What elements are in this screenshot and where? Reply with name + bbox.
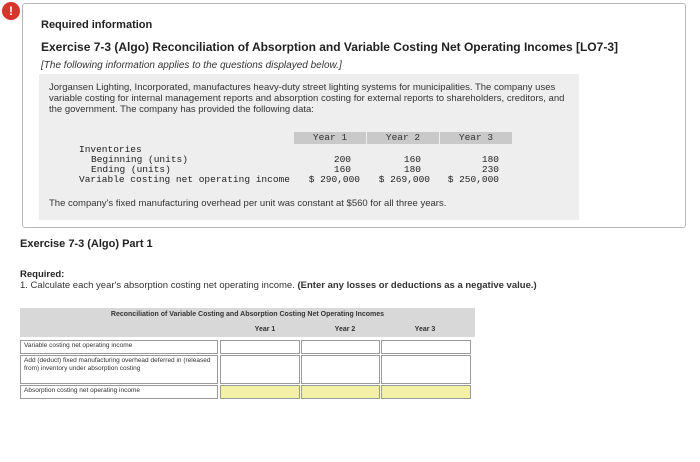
reconciliation-title: Reconciliation of Variable Costing and Absorption Costing Net Operating Incomes (110, 311, 385, 318)
variable-noi-year-2: $ 269,000 (378, 174, 430, 185)
ending-year-3: 230 (481, 164, 499, 175)
recon-adjustment-year-2-input[interactable] (301, 355, 380, 384)
beginning-year-1: 200 (333, 154, 351, 165)
variable-noi-year-1: $ 290,000 (308, 174, 360, 185)
recon-row-adjustment-label: Add (deduct) fixed manufacturing overhead deferred in (released from) inventory under absorption costing (20, 355, 218, 384)
variable-noi-year-3: $ 250,000 (447, 174, 499, 185)
info-note: [The following information applies to the questions displayed below.] (41, 60, 342, 71)
beginning-year-3: 180 (481, 154, 499, 165)
recon-row-absorption-noi-label: Absorption costing net operating income (20, 385, 218, 399)
company-description: Jorgansen Lighting, Incorporated, manufactures heavy-duty street lighting systems for municipalities. The company uses variable costing for internal management reports and absorption costing for external reports to shareholders, creditors, and the government. The company has provided the following data: (49, 82, 565, 115)
beginning-units-label: Beginning (units) (91, 154, 188, 165)
year-3-header: Year 3 (440, 132, 512, 144)
beginning-year-2: 160 (403, 154, 421, 165)
required-text: 1. Calculate each year's absorption costing net operating income. (20, 280, 295, 291)
recon-absorption-noi-year-2-input[interactable] (301, 385, 380, 399)
part-title: Exercise 7-3 (Algo) Part 1 (20, 238, 153, 250)
alert-icon: ! (2, 2, 20, 20)
variable-costing-noi-label: Variable costing net operating income (79, 174, 290, 185)
recon-row-variable-noi-label: Variable costing net operating income (20, 340, 218, 354)
ending-units-label: Ending (units) (91, 164, 171, 175)
required-information-panel (22, 3, 686, 228)
recon-col-year-2: Year 2 (334, 326, 356, 333)
recon-col-year-3: Year 3 (414, 326, 436, 333)
reconciliation-table (20, 308, 475, 394)
required-bold-note: (Enter any losses or deductions as a negative value.) (297, 280, 537, 291)
fixed-overhead-note: The company's fixed manufacturing overhead per unit was constant at $560 for all three years. (49, 198, 447, 209)
reconciliation-header (20, 308, 475, 337)
recon-adjustment-year-3-input[interactable] (381, 355, 471, 384)
exercise-title: Exercise 7-3 (Algo) Reconciliation of Absorption and Variable Costing Net Operating Incomes [LO7-3] (41, 40, 618, 54)
recon-variable-noi-year-3-input[interactable] (381, 340, 471, 354)
inventories-label: Inventories (79, 144, 142, 155)
year-1-header: Year 1 (294, 132, 366, 144)
recon-absorption-noi-year-3-input[interactable] (381, 385, 471, 399)
recon-absorption-noi-year-1-input[interactable] (220, 385, 300, 399)
ending-year-1: 160 (333, 164, 351, 175)
required-instructions (20, 280, 537, 291)
recon-col-year-1: Year 1 (254, 326, 276, 333)
recon-variable-noi-year-2-input[interactable] (301, 340, 380, 354)
ending-year-2: 180 (403, 164, 421, 175)
recon-adjustment-year-1-input[interactable] (220, 355, 300, 384)
info-heading: Required information (41, 19, 153, 31)
year-2-header: Year 2 (367, 132, 439, 144)
recon-variable-noi-year-1-input[interactable] (220, 340, 300, 354)
required-label: Required: (20, 269, 65, 280)
description-box (39, 74, 579, 220)
